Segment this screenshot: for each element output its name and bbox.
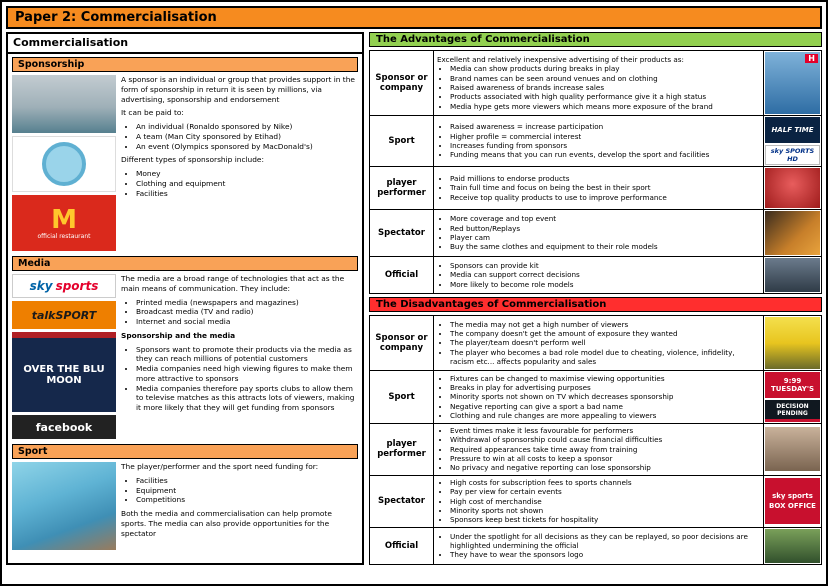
bullet-item: • Funding means that you can run events, develop the sport and facilities [450, 150, 760, 159]
player-endorsement-photo [765, 168, 820, 208]
bullet-item: • Paid millions to endorse products [450, 174, 760, 183]
table-row [370, 167, 822, 210]
half-time-graphic: HALF TIME [765, 117, 820, 143]
left-column [6, 32, 364, 565]
content-columns [6, 32, 822, 565]
media-images [12, 274, 116, 439]
sky-wordmark: sky [29, 279, 53, 293]
table-row [370, 316, 822, 371]
row-images [764, 257, 822, 294]
bullet-item: • Raised awareness of brands increase sales [450, 83, 760, 92]
row-images [764, 527, 822, 564]
right-column [369, 32, 822, 565]
row-content [434, 167, 764, 210]
row-images [764, 116, 822, 167]
sky-sports-hd-logo: sky SPORTS HD [765, 145, 820, 165]
bullet-item: • High costs for subscription fees to sports channels [450, 478, 760, 487]
bullet-item: • Internet and social media [136, 317, 358, 327]
advantages-banner: The Advantages of Commercialisation [369, 32, 822, 47]
page-title: Paper 2: Commercialisation [6, 6, 822, 29]
bullet-item: • Media can support correct decisions [450, 270, 760, 279]
bullet-item: • Withdrawal of sponsorship could cause financial difficulties [450, 435, 760, 444]
bullet-item: • Facilities [136, 476, 358, 486]
table-row [370, 424, 822, 476]
tennis-endorsement-photo [765, 52, 820, 114]
bullet-item: • The company doesn't get the amount of exposure they wanted [450, 329, 760, 338]
bullet-item: • The media may not get a high number of viewers [450, 320, 760, 329]
disadvantages-banner: The Disadvantages of Commercialisation [369, 297, 822, 312]
bullet-list [437, 174, 760, 202]
row-content [434, 257, 764, 294]
bullet-item: • Negative reporting can give a sport a bad name [450, 402, 760, 411]
section-sport [8, 441, 362, 552]
sport-outro: Both the media and commercialisation can help promote sports. The media can also provide opportunities for the spectator [121, 509, 332, 538]
bullet-list [437, 261, 760, 289]
bullet-list [437, 374, 760, 421]
bullet-item: • No privacy and negative reporting can lose sponsorship [450, 463, 760, 472]
bullet-list [437, 64, 760, 111]
table-row [370, 116, 822, 167]
mcdonalds-caption: official restaurant [37, 232, 91, 240]
row-images [764, 316, 822, 371]
bullet-item: • Pay per view for certain events [450, 487, 760, 496]
bullet-item: • Event times make it less favourable for performers [450, 426, 760, 435]
cyclist-yellow-jersey-photo [765, 317, 820, 369]
sponsorship-intro: A sponsor is an individual or group that provides support in the form of sponsorship in return it is seen by millions, via advertising, sponsorship and endorsement [121, 75, 355, 104]
bullet-item: • Buy the same clothes and equipment to their role models [450, 242, 760, 251]
bullet-item: • Clothing and rule changes are more appealing to viewers [450, 411, 760, 420]
bullet-item: • Higher profile = commercial interest [450, 132, 760, 141]
pay-per-view-ad: 9:99 TUESDAY'S [765, 372, 820, 398]
bullet-item: • Clothing and equipment [136, 179, 358, 189]
left-heading: Commercialisation [8, 34, 362, 54]
bullet-item: • An individual (Ronaldo sponsored by Nike) [136, 122, 358, 132]
bullet-list [437, 478, 760, 525]
bullet-item: • A team (Man City sponsored by Etihad) [136, 132, 358, 142]
tennis-player-photo [12, 75, 116, 133]
row-content [434, 475, 764, 527]
row-label: player performer [370, 424, 434, 476]
table-row [370, 475, 822, 527]
media-types-list [121, 298, 358, 327]
bullet-item: • The player who becomes a bad role model due to cheating, violence, infidelity, racism etc... affects popularity and sales [450, 348, 760, 367]
bullet-item: • Breaks in play for advertising purposes [450, 383, 760, 392]
bullet-item: • More coverage and top event [450, 214, 760, 223]
media-intro: The media are a broad range of technologies that act as the main means of communication. They include: [121, 274, 345, 293]
sport-text [121, 462, 358, 550]
decision-pending-graphic: DECISION PENDING [765, 400, 820, 422]
types-list [121, 169, 358, 198]
sponsor-logo-badge: H [805, 54, 818, 63]
bullet-item: • Player cam [450, 233, 760, 242]
table-row [370, 51, 822, 116]
box-office-label: BOX OFFICE [769, 502, 816, 511]
newspaper-covers: OVER THE BLU MOON [12, 332, 116, 412]
sky-box-office-logo [765, 478, 820, 524]
man-city-badge [12, 136, 116, 192]
bullet-list [437, 532, 760, 560]
table-row [370, 371, 822, 424]
row-label: Official [370, 527, 434, 564]
bullet-item: • Under the spotlight for all decisions as they can be replayed, so poor decisions are highlighted undermining the official [450, 532, 760, 551]
bullet-item: • Pressure to win at all costs to keep a sponsor [450, 454, 760, 463]
media-text [121, 274, 358, 439]
bullet-item: • They have to wear the sponsors logo [450, 550, 760, 559]
row-content [434, 424, 764, 476]
row-images [764, 424, 822, 476]
bullet-list [437, 214, 760, 251]
football-boots-photo [765, 211, 820, 255]
row-content [434, 371, 764, 424]
bullet-item: • Media companies therefore pay sports clubs to allow them to televise matches as this attracts lots of viewers, making it more likely that they will get funding from sponsors [136, 384, 358, 413]
mcdonalds-logo [12, 195, 116, 251]
bullet-item: • Sponsors keep best tickets for hospitality [450, 515, 760, 524]
sport-images [12, 462, 116, 550]
sport-intro: The player/performer and the sport need funding for: [121, 462, 319, 471]
bullet-item: • Media can show products during breaks in play [450, 64, 760, 73]
bullet-item: • High cost of merchandise [450, 497, 760, 506]
row-label: Sport [370, 116, 434, 167]
talksport-logo: talkSPORT [12, 301, 116, 329]
velodrome-photo [12, 462, 116, 550]
bullet-list [437, 122, 760, 159]
bullet-item: • More likely to become role models [450, 280, 760, 289]
disadvantages-table [369, 315, 822, 565]
row-label: Official [370, 257, 434, 294]
row-content [434, 210, 764, 257]
box-office-brand: sky sports [772, 492, 813, 501]
sports-wordmark: sports [55, 279, 99, 293]
sport-header: Sport [12, 444, 358, 459]
row-label: Spectator [370, 475, 434, 527]
bullet-item: • Raised awareness = increase participation [450, 122, 760, 131]
bullet-item: • Facilities [136, 189, 358, 199]
row-images [764, 475, 822, 527]
bullet-item: • Receive top quality products to use to improve performance [450, 193, 760, 202]
bullet-item: • Money [136, 169, 358, 179]
advantages-table [369, 50, 822, 294]
paid-to-label: It can be paid to: [121, 108, 184, 118]
bullet-item: • An event (Olympics sponsored by MacDonald's) [136, 142, 358, 152]
bullet-item: • Brand names can be seen around venues and on clothing [450, 74, 760, 83]
media-points-list [121, 345, 358, 413]
bullet-item: • Competitions [136, 495, 358, 505]
sport-needs-list [121, 476, 358, 505]
section-sponsorship [8, 54, 362, 253]
row-label: player performer [370, 167, 434, 210]
bullet-item: • Minority sports not shown [450, 506, 760, 515]
row-images [764, 371, 822, 424]
row-content [434, 316, 764, 371]
row-label: Sponsor or company [370, 51, 434, 116]
bullet-item: • Increases funding from sponsors [450, 141, 760, 150]
media-header: Media [12, 256, 358, 271]
row-intro: Excellent and relatively inexpensive advertising of their products as: [437, 54, 684, 64]
table-row [370, 257, 822, 294]
man-city-crest-icon [42, 142, 86, 186]
bullet-item: • Train full time and focus on being the best in their sport [450, 183, 760, 192]
official-photo [765, 258, 820, 292]
bullet-item: • Required appearances take time away from training [450, 445, 760, 454]
paid-to-list [121, 122, 358, 151]
row-content [434, 527, 764, 564]
golden-arches-icon: M [51, 204, 77, 235]
row-content [434, 116, 764, 167]
row-label: Sponsor or company [370, 316, 434, 371]
sponsorship-images [12, 75, 116, 251]
row-images [764, 167, 822, 210]
bullet-item: • Broadcast media (TV and radio) [136, 307, 358, 317]
table-row [370, 210, 822, 257]
bullet-item: • Fixtures can be changed to maximise viewing opportunities [450, 374, 760, 383]
facebook-logo: facebook [12, 415, 116, 439]
bullet-item: • The player/team doesn't perform well [450, 338, 760, 347]
section-media [8, 253, 362, 441]
row-images [764, 51, 822, 116]
performer-pressure-photo [765, 427, 820, 471]
table-row [370, 527, 822, 564]
referee-sponsor-photo [765, 529, 820, 563]
types-label: Different types of sponsorship include: [121, 155, 264, 165]
bullet-item: • Minority sports not shown on TV which decreases sponsorship [450, 392, 760, 401]
sponsorship-text [121, 75, 358, 251]
bullet-item: • Equipment [136, 486, 358, 496]
sky-sports-logo [12, 274, 116, 298]
row-images [764, 210, 822, 257]
bullet-item: • Media hype gets more viewers which means more exposure of the brand [450, 102, 760, 111]
bullet-list [437, 426, 760, 473]
bullet-list [437, 320, 760, 367]
media-subheading: Sponsorship and the media [121, 330, 236, 340]
sponsorship-header: Sponsorship [12, 57, 358, 72]
bullet-item: • Sponsors want to promote their products via the media as they can reach millions of potential customers [136, 345, 358, 365]
row-label: Sport [370, 371, 434, 424]
bullet-item: • Red button/Replays [450, 224, 760, 233]
row-content [434, 51, 764, 116]
bullet-item: • Sponsors can provide kit [450, 261, 760, 270]
bullet-item: • Printed media (newspapers and magazines) [136, 298, 358, 308]
bullet-item: • Media companies need high viewing figures to make them more attractive to sponsors [136, 364, 358, 384]
row-label: Spectator [370, 210, 434, 257]
bullet-item: • Products associated with high quality performance give it a high status [450, 92, 760, 101]
